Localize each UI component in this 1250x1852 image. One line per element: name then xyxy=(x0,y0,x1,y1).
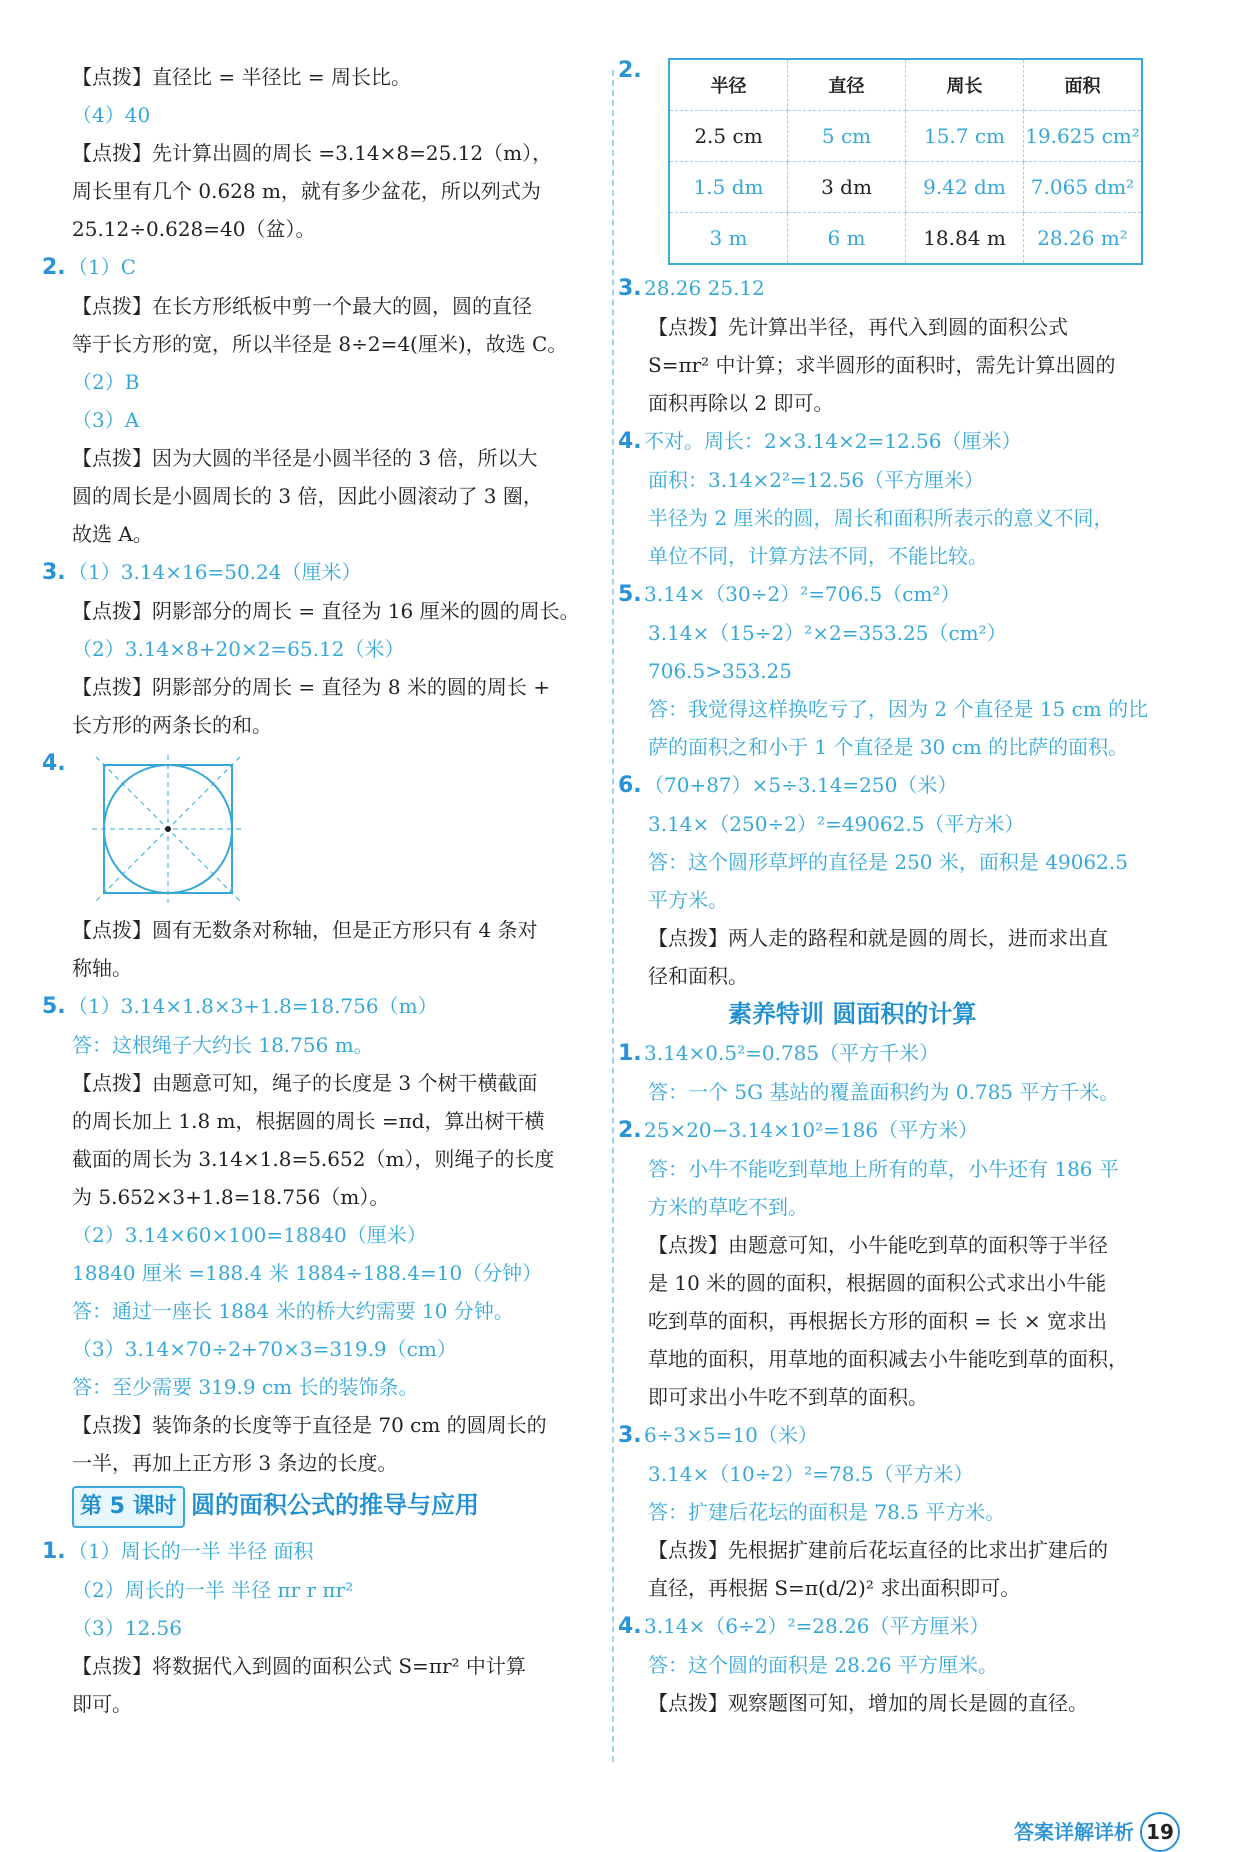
answer-text: 答：小牛不能吃到草地上所有的草，小牛还有 186 平 xyxy=(648,1157,1119,1181)
table-cell: 3 dm xyxy=(788,162,906,213)
tip-text: 故选 A。 xyxy=(72,522,153,546)
footer-label: 答案详解详析 xyxy=(1014,1820,1134,1844)
question-number: 3. xyxy=(618,1423,642,1448)
tip-text: 【点拨】将数据代入到圆的面积公式 S=πr² 中计算 xyxy=(72,1654,526,1678)
question-number: 2. xyxy=(42,255,66,280)
question-number: 3. xyxy=(42,560,66,585)
tip-text: 【点拨】先计算出圆的周长 =3.14×8=25.12（m）， xyxy=(72,141,553,165)
tip-text: 【点拨】阴影部分的周长 = 直径为 16 厘米的圆的周长。 xyxy=(72,599,580,623)
answer-text: 答：这根绳子大约长 18.756 m。 xyxy=(72,1033,374,1057)
tip-text: 【点拨】装饰条的长度等于直径是 70 cm 的圆周长的 xyxy=(72,1413,547,1437)
tip-text: 【点拨】因为大圆的半径是小圆半径的 3 倍，所以大 xyxy=(72,446,538,470)
answer-text: 3.14×（10÷2）²=78.5（平方米） xyxy=(648,1462,974,1486)
table-cell: 1.5 dm xyxy=(669,162,788,213)
tip-text: 称轴。 xyxy=(72,956,132,980)
answer-text: （2）B xyxy=(72,370,140,394)
question-number: 1. xyxy=(618,1041,642,1066)
table-cell: 6 m xyxy=(788,213,906,265)
tip-text: 一半，再加上正方形 3 条边的长度。 xyxy=(72,1451,398,1475)
answer-text: （4）40 xyxy=(72,103,151,127)
table-cell: 18.84 m xyxy=(906,213,1024,265)
answer-text: （70+87）×5÷3.14=250（米） xyxy=(644,773,958,797)
answer-text: 答：我觉得这样换吃亏了，因为 2 个直径是 15 cm 的比 xyxy=(648,697,1149,721)
table-cell: 19.625 cm² xyxy=(1024,111,1143,162)
question-number: 3. xyxy=(618,276,642,301)
tip-text: 【点拨】先计算出半径，再代入到圆的面积公式 xyxy=(648,315,1068,339)
tip-text: 圆的周长是小圆周长的 3 倍，因此小圆滚动了 3 圈， xyxy=(72,484,543,508)
answer-text: 半径为 2 厘米的圆，周长和面积所表示的意义不同， xyxy=(648,506,1114,530)
answer-text: 6÷3×5=10（米） xyxy=(644,1423,818,1447)
question-number: 6. xyxy=(618,773,642,798)
answer-text: 平方米。 xyxy=(648,888,728,912)
tip-text: 25.12÷0.628=40（盆）。 xyxy=(72,217,316,241)
question-number: 1. xyxy=(42,1539,66,1564)
answer-text: 3.14×（30÷2）²=706.5（cm²） xyxy=(644,582,961,606)
tip-text: 截面的周长为 3.14×1.8=5.652（m），则绳子的长度 xyxy=(72,1147,555,1171)
tip-text: 等于长方形的宽，所以半径是 8÷2=4(厘米)，故选 C。 xyxy=(72,332,568,356)
answer-text: 面积：3.14×2²=12.56（平方厘米） xyxy=(648,468,985,492)
tip-text: 草地的面积，用草地的面积减去小牛能吃到草的面积， xyxy=(648,1347,1128,1371)
tip-text: 【点拨】由题意可知，绳子的长度是 3 个树干横截面 xyxy=(72,1071,538,1095)
answer-text: （2）3.14×8+20×2=65.12（米） xyxy=(72,637,405,661)
question-number: 4. xyxy=(618,1614,642,1639)
lesson-title: 圆的面积公式的推导与应用 xyxy=(191,1491,479,1519)
answer-text: 3.14×（15÷2）²×2=353.25（cm²） xyxy=(648,621,1007,645)
circle-table xyxy=(668,58,1143,265)
answer-text: 答：这个圆形草坪的直径是 250 米，面积是 49062.5 xyxy=(648,850,1128,874)
page-number: 19 xyxy=(1140,1812,1180,1852)
table-cell: 9.42 dm xyxy=(906,162,1024,213)
table-header: 直径 xyxy=(788,59,906,111)
question-number: 2. xyxy=(618,1118,642,1143)
answer-text: （2）3.14×60×100=18840（厘米） xyxy=(72,1223,427,1247)
answer-text: （3）12.56 xyxy=(72,1616,182,1640)
answer-text: 答：这个圆的面积是 28.26 平方厘米。 xyxy=(648,1653,998,1677)
answer-text: （1）3.14×1.8×3+1.8=18.756（m） xyxy=(68,994,438,1018)
tip-text: 是 10 米的圆的面积，根据圆的面积公式求出小牛能 xyxy=(648,1271,1107,1295)
table-row xyxy=(669,213,1142,265)
tip-text: 即可求出小牛吃不到草的面积。 xyxy=(648,1385,928,1409)
answer-text: 3.14×0.5²=0.785（平方千米） xyxy=(644,1041,940,1065)
answer-text: 方米的草吃不到。 xyxy=(648,1195,808,1219)
tip-text: 【点拨】两人走的路程和就是圆的周长，进而求出直 xyxy=(648,926,1108,950)
left-column xyxy=(42,58,582,1723)
table-row xyxy=(669,111,1142,162)
answer-text: 答：一个 5G 基站的覆盖面积约为 0.785 平方千米。 xyxy=(648,1080,1120,1104)
answer-text: 706.5>353.25 xyxy=(648,659,792,683)
tip-text: 吃到草的面积，再根据长方形的面积 = 长 × 宽求出 xyxy=(648,1309,1107,1333)
tip-text: 【点拨】观察题图可知，增加的周长是圆的直径。 xyxy=(648,1691,1088,1715)
tip-text: 为 5.652×3+1.8=18.756（m）。 xyxy=(72,1185,390,1209)
tip-text: 【点拨】在长方形纸板中剪一个最大的圆，圆的直径 xyxy=(72,294,532,318)
table-header: 半径 xyxy=(669,59,788,111)
tip-text: 直径，再根据 S=π(d/2)² 求出面积即可。 xyxy=(648,1576,1021,1600)
tip-text: 【点拨】先根据扩建前后花坛直径的比求出扩建后的 xyxy=(648,1538,1108,1562)
tip-text: S=πr² 中计算；求半圆形的面积时，需先计算出圆的 xyxy=(648,353,1116,377)
question-number: 5. xyxy=(42,994,66,1019)
question-number: 4. xyxy=(42,751,66,776)
tip-text: 【点拨】阴影部分的周长 = 直径为 8 米的圆的周长 + xyxy=(72,675,551,699)
answer-text: 答：扩建后花坛的面积是 78.5 平方米。 xyxy=(648,1500,1006,1524)
answer-text: 答：至少需要 319.9 cm 长的装饰条。 xyxy=(72,1375,419,1399)
answer-text: （3）A xyxy=(72,408,140,432)
table-row xyxy=(669,162,1142,213)
table-header: 周长 xyxy=(906,59,1024,111)
tip-text: 长方形的两条长的和。 xyxy=(72,713,272,737)
answer-text: 25×20−3.14×10²=186（平方米） xyxy=(644,1118,979,1142)
question-number: 4. xyxy=(618,429,642,454)
tip-text: 【点拨】由题意可知，小牛能吃到草的面积等于半径 xyxy=(648,1233,1108,1257)
table-cell: 28.26 m² xyxy=(1024,213,1143,265)
answer-text: （3）3.14×70÷2+70×3=319.9（cm） xyxy=(72,1337,457,1361)
tip-text: 即可。 xyxy=(72,1692,132,1716)
answer-text: 28.26 25.12 xyxy=(644,276,765,300)
answer-text: （1）周长的一半 半径 面积 xyxy=(68,1539,314,1563)
column-divider xyxy=(612,70,614,1762)
table-cell: 15.7 cm xyxy=(906,111,1024,162)
question-number: 2. xyxy=(618,58,642,83)
tip-text: 【点拨】圆有无数条对称轴，但是正方形只有 4 条对 xyxy=(72,918,538,942)
answer-text: 3.14×（6÷2）²=28.26（平方厘米） xyxy=(644,1614,990,1638)
answer-text: （1）C xyxy=(68,255,137,279)
tip-text: 周长里有几个 0.628 m，就有多少盆花，所以列式为 xyxy=(72,179,541,203)
table-cell: 7.065 dm² xyxy=(1024,162,1143,213)
answer-text: 单位不同，计算方法不同，不能比较。 xyxy=(648,544,988,568)
answer-text: （2）周长的一半 半径 πr r πr² xyxy=(72,1578,354,1602)
tip-text: 径和面积。 xyxy=(648,964,748,988)
tip-text: 面积再除以 2 即可。 xyxy=(648,391,834,415)
tip-text: 的周长加上 1.8 m，根据圆的周长 =πd，算出树干横 xyxy=(72,1109,545,1133)
answer-text: 萨的面积之和小于 1 个直径是 30 cm 的比萨的面积。 xyxy=(648,735,1129,759)
table-header: 面积 xyxy=(1024,59,1143,111)
tip-text: 【点拨】直径比 = 半径比 = 周长比。 xyxy=(72,65,411,89)
answer-text: 18840 厘米 =188.4 米 1884÷188.4=10（分钟） xyxy=(72,1261,543,1285)
question-number: 5. xyxy=(618,582,642,607)
page-footer xyxy=(1014,1812,1180,1852)
table-cell: 5 cm xyxy=(788,111,906,162)
lesson-tag: 第 5 课时 xyxy=(72,1486,185,1528)
table-cell: 3 m xyxy=(669,213,788,265)
circle-in-square-figure xyxy=(82,753,262,903)
table-cell: 2.5 cm xyxy=(669,111,788,162)
answer-text: 3.14×（250÷2）²=49062.5（平方米） xyxy=(648,812,1025,836)
section-title: 素养特训 圆面积的计算 xyxy=(728,1000,977,1028)
answer-text: （1）3.14×16=50.24（厘米） xyxy=(68,560,362,584)
answer-text: 答：通过一座长 1884 米的桥大约需要 10 分钟。 xyxy=(72,1299,514,1323)
answer-text: 不对。周长：2×3.14×2=12.56（厘米） xyxy=(644,429,1022,453)
right-column xyxy=(618,58,1158,1722)
